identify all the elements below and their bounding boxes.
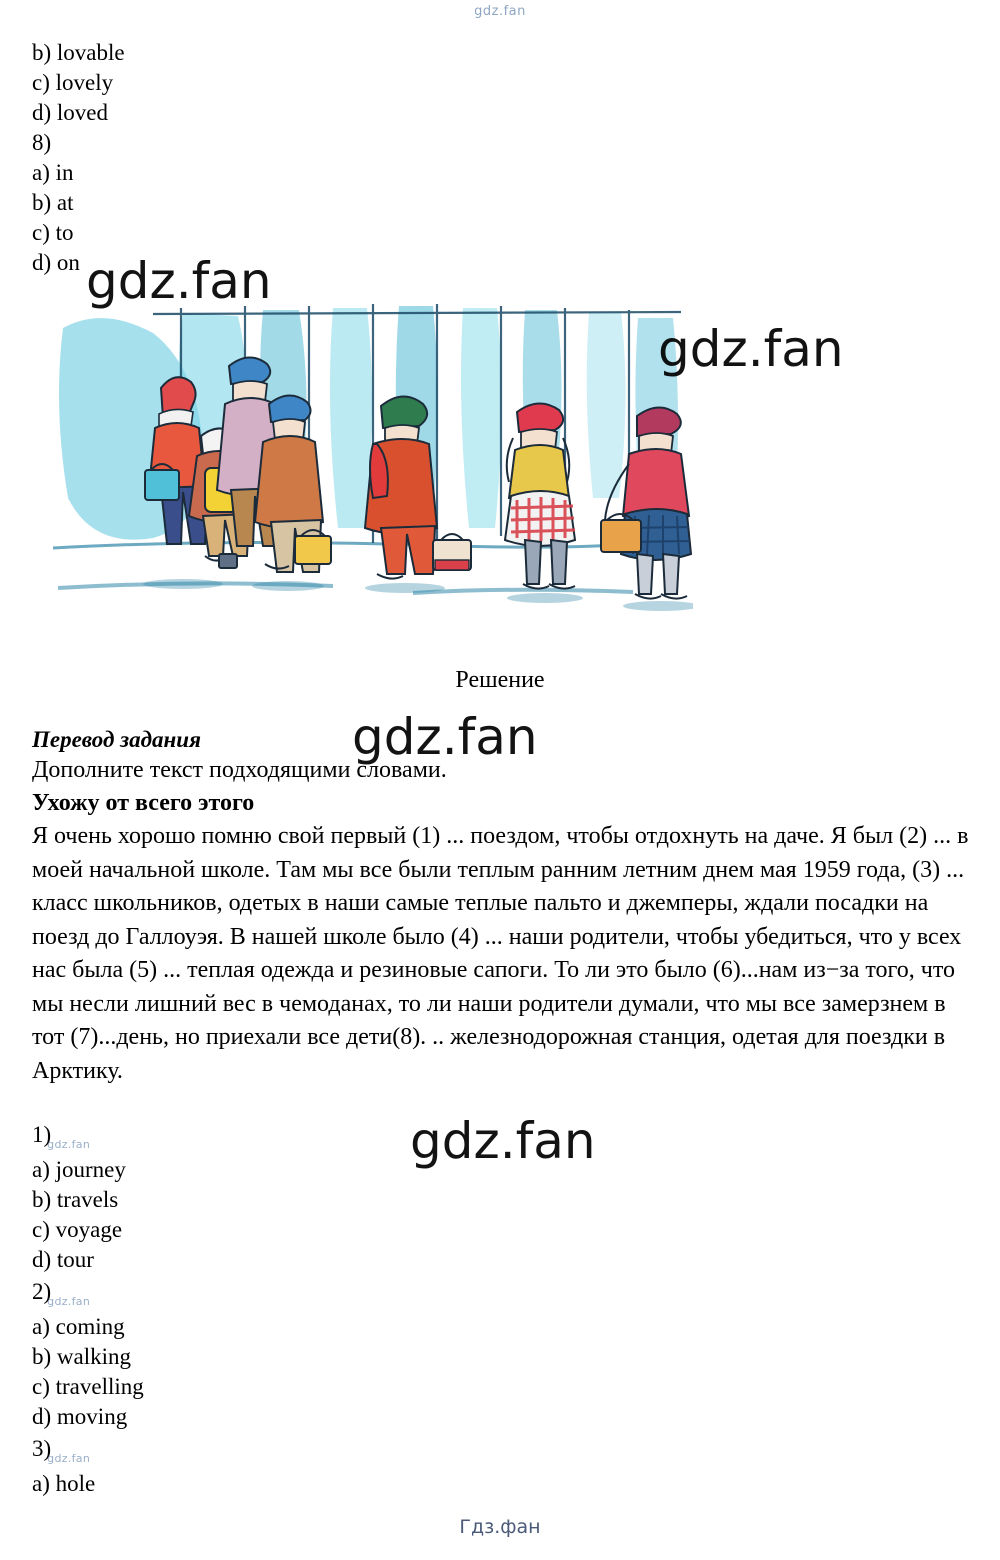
option-line: a) in: [32, 160, 74, 185]
option-line: b) walking: [32, 1344, 132, 1369]
option-line: b) travels: [32, 1187, 119, 1212]
option-line: d) moving: [32, 1404, 128, 1429]
inline-watermark: gdz.fan: [47, 1295, 91, 1308]
illustration-children-at-station: [33, 288, 693, 633]
watermark-overlay: gdz.fan: [410, 1112, 596, 1170]
watermark-overlay: gdz.fan: [658, 320, 844, 378]
questions-block: [32, 1118, 532, 1499]
option-line: c) voyage: [32, 1217, 123, 1242]
question-number-text: 3): [32, 1436, 52, 1461]
option-line: c) lovely: [32, 70, 114, 95]
translation-heading: Перевод задания: [32, 727, 201, 752]
question-number-1: [32, 1118, 532, 1155]
footer-watermark: Гдз.фан: [459, 1516, 541, 1538]
question-number-3: [32, 1432, 532, 1469]
inline-watermark: gdz.fan: [47, 1138, 91, 1151]
inline-watermark: gdz.fan: [47, 1452, 91, 1465]
option-line: d) loved: [32, 100, 109, 125]
option-line: c) travelling: [32, 1374, 144, 1399]
option-line: c) to: [32, 220, 74, 245]
question-number: 8): [32, 130, 52, 155]
illustration-svg: [33, 288, 693, 633]
top-options-list: [32, 38, 972, 278]
option-line: a) coming: [32, 1314, 125, 1339]
translation-paragraph: Я очень хорошо помню свой первый (1) ... поездом, чтобы отдохнуть на даче. Я был (2) ... в моей начальной школе. Там мы все были теплым ранним летним днем мая 1959 года, (3) ... класс школьников, одетых в наши самые теплые пальто и джемперы, ждали посадки на поезд до Галлоуэя. В нашей школе было (4) ... наши родители, чтобы убедиться, что у всех нас была (5) ... теплая одежда и резиновые сапоги. То ли это было (6)...нам из−за того, что мы несли лишний вес в чемоданах, то ли наши родители думали, что мы все замерзнем в тот (7)...день, но приехали все дети(8). .. железнодорожная станция, одетая для поездки в Арктику.: [32, 823, 969, 1084]
watermark-overlay: gdz.fan: [352, 708, 538, 766]
text-title: Ухожу от всего этого: [32, 790, 255, 816]
option-line: a) journey: [32, 1157, 126, 1182]
question-number-text: 1): [32, 1122, 52, 1147]
translation-block: [32, 725, 982, 1088]
watermark-overlay: gdz.fan: [86, 252, 272, 310]
top-watermark: gdz.fan: [474, 4, 526, 19]
question-number-2: [32, 1275, 532, 1312]
translation-instruction: Дополните текст подходящими словами.: [32, 757, 447, 783]
option-line: a) hole: [32, 1471, 96, 1496]
question-number-text: 2): [32, 1279, 52, 1304]
solution-heading: Решение: [455, 667, 545, 693]
option-line: d) on: [32, 250, 80, 275]
option-line: b) at: [32, 190, 74, 215]
option-line: b) lovable: [32, 40, 125, 65]
option-line: d) tour: [32, 1247, 94, 1272]
